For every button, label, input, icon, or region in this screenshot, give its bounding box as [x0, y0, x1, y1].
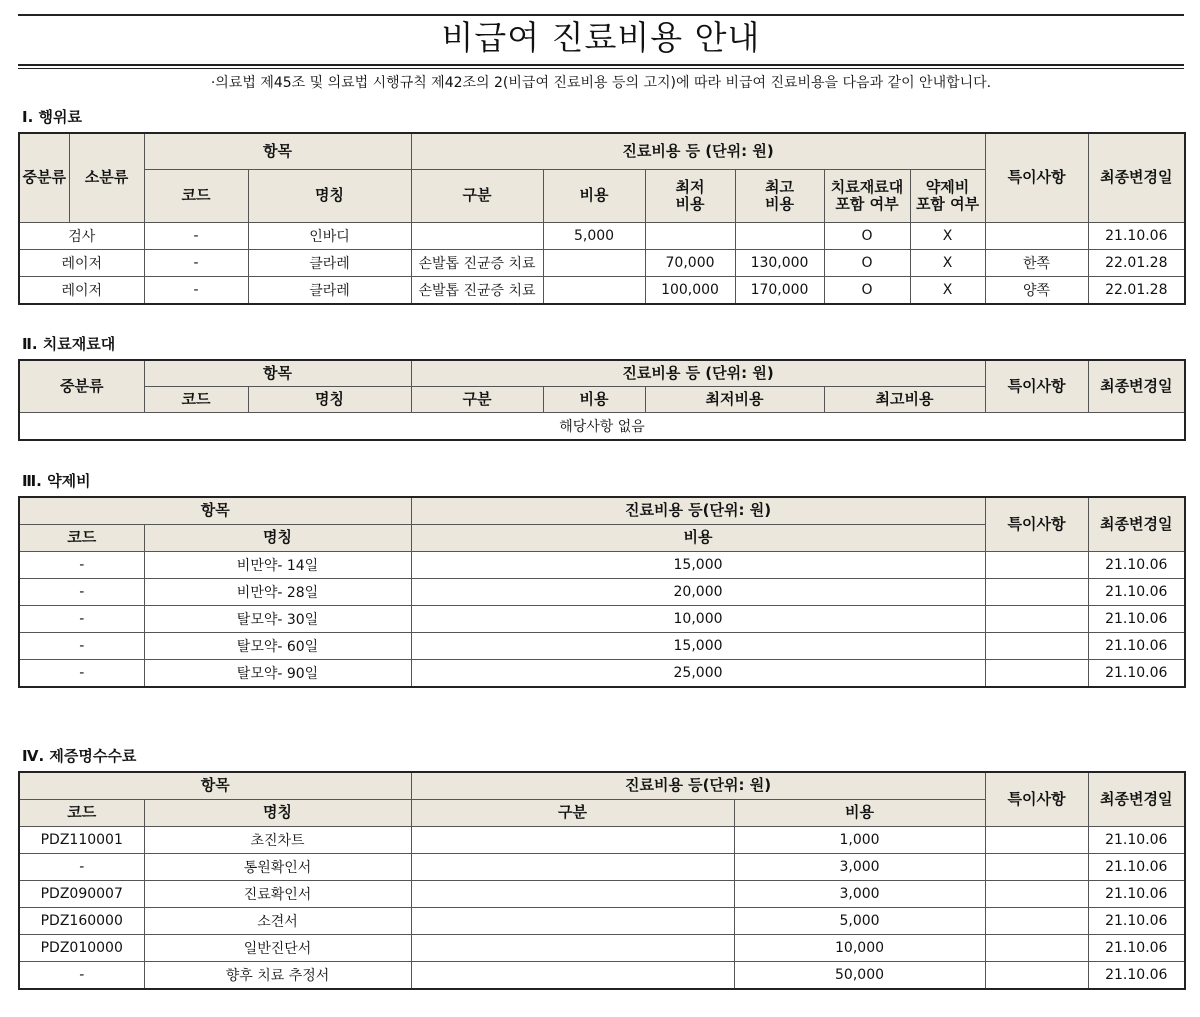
col-name: 명칭	[144, 799, 411, 826]
cell-code: PDZ010000	[19, 934, 144, 961]
cell-cost: 3,000	[734, 853, 985, 880]
cell-cost: 5,000	[543, 222, 645, 249]
col-max-cost: 최고비용	[824, 386, 985, 412]
col-material-included	[824, 169, 910, 222]
cell-code: PDZ090007	[19, 880, 144, 907]
cell-cost: 10,000	[734, 934, 985, 961]
cell-code: PDZ160000	[19, 907, 144, 934]
cell-code: -	[19, 605, 144, 632]
col-drug-line1: 약제비	[925, 177, 970, 196]
col-group-cost: 진료비용 등 (단위: 원)	[411, 360, 985, 386]
col-code: 코드	[144, 386, 248, 412]
cell-name: 비만약- 28일	[144, 578, 411, 605]
certificate-fees-table	[18, 771, 1186, 990]
table-row	[19, 880, 1185, 907]
cell-max-cost	[735, 222, 824, 249]
col-last-modified: 최종변경일	[1088, 133, 1185, 222]
cell-material: O	[824, 276, 910, 304]
cell-note	[985, 961, 1088, 989]
cell-division	[411, 853, 734, 880]
table-row	[19, 578, 1185, 605]
cell-max-cost: 130,000	[735, 249, 824, 276]
cell-max-cost: 170,000	[735, 276, 824, 304]
cell-division	[411, 880, 734, 907]
cell-min-cost	[645, 222, 735, 249]
col-group-item: 항목	[144, 360, 411, 386]
cell-date: 21.10.06	[1088, 961, 1185, 989]
cell-code: -	[144, 276, 248, 304]
col-name: 명칭	[144, 524, 411, 551]
col-max-cost-line1: 최고	[765, 177, 794, 196]
cell-material: O	[824, 249, 910, 276]
section-title-materials: Ⅱ. 치료재료대	[22, 335, 116, 353]
table-row	[19, 961, 1185, 989]
cell-cost: 25,000	[411, 659, 985, 687]
cell-name: 클라레	[248, 249, 411, 276]
cell-note	[985, 880, 1088, 907]
cell-drug: X	[910, 276, 985, 304]
cell-cost	[543, 276, 645, 304]
col-division: 구분	[411, 386, 543, 412]
cell-name: 소견서	[144, 907, 411, 934]
cell-cost: 50,000	[734, 961, 985, 989]
col-mid-category: 중분류	[19, 133, 69, 222]
section-title-certificate-fees: Ⅳ. 제증명수수료	[22, 747, 137, 765]
cell-date: 21.10.06	[1088, 826, 1185, 853]
cell-cost: 1,000	[734, 826, 985, 853]
col-code: 코드	[19, 524, 144, 551]
col-material-line2: 포함 여부	[835, 194, 899, 213]
cell-category: 레이저	[19, 249, 144, 276]
cell-note	[985, 578, 1088, 605]
cell-min-cost: 100,000	[645, 276, 735, 304]
col-cost: 비용	[411, 524, 985, 551]
col-division: 구분	[411, 799, 734, 826]
col-min-cost: 최저비용	[645, 386, 824, 412]
cell-note	[985, 907, 1088, 934]
section-title-drug-fees: Ⅲ. 약제비	[22, 472, 91, 490]
col-last-modified: 최종변경일	[1088, 497, 1185, 551]
table-row	[19, 907, 1185, 934]
table-row	[19, 659, 1185, 687]
col-group-item: 항목	[19, 772, 411, 799]
col-note: 특이사항	[985, 772, 1088, 826]
cell-cost	[543, 249, 645, 276]
cell-note: 양쪽	[985, 276, 1088, 304]
col-note: 특이사항	[985, 497, 1088, 551]
table-row	[19, 249, 1185, 276]
cell-division	[411, 826, 734, 853]
col-name: 명칭	[248, 169, 411, 222]
table-row	[19, 222, 1185, 249]
cell-name: 탈모약- 90일	[144, 659, 411, 687]
cell-name: 비만약- 14일	[144, 551, 411, 578]
col-note: 특이사항	[985, 360, 1088, 412]
cell-date: 21.10.06	[1088, 880, 1185, 907]
col-sub-category: 소분류	[69, 133, 144, 222]
cell-note	[985, 551, 1088, 578]
col-mid-category: 중분류	[19, 360, 144, 412]
cell-note	[985, 826, 1088, 853]
table-row	[19, 412, 1185, 440]
table-row	[19, 276, 1185, 304]
table-row	[19, 605, 1185, 632]
cell-code: -	[19, 659, 144, 687]
cell-note	[985, 605, 1088, 632]
cell-date: 22.01.28	[1088, 276, 1185, 304]
col-note: 특이사항	[985, 133, 1088, 222]
col-cost: 비용	[543, 386, 645, 412]
cell-cost: 20,000	[411, 578, 985, 605]
cell-category: 검사	[19, 222, 144, 249]
cell-code: -	[144, 249, 248, 276]
col-min-cost-line2: 비용	[675, 194, 705, 213]
cell-date: 21.10.06	[1088, 659, 1185, 687]
cell-date: 21.10.06	[1088, 605, 1185, 632]
cell-note: 한쪽	[985, 249, 1088, 276]
cell-cost: 15,000	[411, 551, 985, 578]
table-row	[19, 934, 1185, 961]
cell-date: 21.10.06	[1088, 853, 1185, 880]
cell-code: -	[19, 961, 144, 989]
col-name: 명칭	[248, 386, 411, 412]
cell-division	[411, 961, 734, 989]
col-code: 코드	[144, 169, 248, 222]
col-min-cost-line1: 최저	[675, 177, 705, 196]
empty-message: 해당사항 없음	[19, 412, 1185, 440]
col-group-cost: 진료비용 등(단위: 원)	[411, 497, 985, 524]
col-material-line1: 치료재료대	[830, 177, 904, 196]
cell-name: 탈모약- 30일	[144, 605, 411, 632]
cell-code: -	[19, 551, 144, 578]
cell-note	[985, 632, 1088, 659]
col-max-cost-line2: 비용	[765, 194, 794, 213]
cell-division	[411, 934, 734, 961]
col-division: 구분	[411, 169, 543, 222]
col-group-item: 항목	[19, 497, 411, 524]
col-max-cost	[735, 169, 824, 222]
col-last-modified: 최종변경일	[1088, 772, 1185, 826]
cell-min-cost: 70,000	[645, 249, 735, 276]
cell-drug: X	[910, 222, 985, 249]
cell-cost: 10,000	[411, 605, 985, 632]
cell-name: 클라레	[248, 276, 411, 304]
cell-division: 손발톱 진균증 치료	[411, 249, 543, 276]
table-row	[19, 826, 1185, 853]
cell-name: 탈모약- 60일	[144, 632, 411, 659]
cell-date: 21.10.06	[1088, 934, 1185, 961]
page-title: 비급여 진료비용 안내	[441, 18, 761, 57]
legal-notice: ·의료법 제45조 및 의료법 시행규칙 제42조의 2(비급여 진료비용 등의 고지)에 따라 비급여 진료비용을 다음과 같이 안내합니다.	[210, 75, 992, 91]
cell-division: 손발톱 진균증 치료	[411, 276, 543, 304]
cell-code: -	[144, 222, 248, 249]
table-row	[19, 551, 1185, 578]
cell-note	[985, 659, 1088, 687]
cell-category: 레이저	[19, 276, 144, 304]
cell-note	[985, 853, 1088, 880]
cell-date: 21.10.06	[1088, 222, 1185, 249]
cell-name: 인바디	[248, 222, 411, 249]
cell-cost: 5,000	[734, 907, 985, 934]
section-title-procedure-fees: Ⅰ. 행위료	[22, 108, 82, 126]
col-drug-included	[910, 169, 985, 222]
cell-cost: 15,000	[411, 632, 985, 659]
cell-name: 향후 치료 추정서	[144, 961, 411, 989]
cell-name: 통원확인서	[144, 853, 411, 880]
col-group-cost: 진료비용 등(단위: 원)	[411, 772, 985, 799]
col-drug-line2: 포함 여부	[915, 194, 980, 213]
cell-name: 초진차트	[144, 826, 411, 853]
col-group-item: 항목	[144, 133, 411, 169]
col-last-modified: 최종변경일	[1088, 360, 1185, 412]
cell-date: 21.10.06	[1088, 632, 1185, 659]
cell-division	[411, 222, 543, 249]
cell-drug: X	[910, 249, 985, 276]
cell-code: -	[19, 853, 144, 880]
materials-table	[18, 359, 1186, 441]
cell-cost: 3,000	[734, 880, 985, 907]
procedure-fees-table	[18, 132, 1186, 305]
cell-name: 일반진단서	[144, 934, 411, 961]
col-group-cost: 진료비용 등 (단위: 원)	[411, 133, 985, 169]
cell-code: -	[19, 632, 144, 659]
col-code: 코드	[19, 799, 144, 826]
header	[18, 14, 1184, 93]
col-min-cost	[645, 169, 735, 222]
cell-date: 21.10.06	[1088, 578, 1185, 605]
cell-date: 22.01.28	[1088, 249, 1185, 276]
col-cost: 비용	[734, 799, 985, 826]
cell-name: 진료확인서	[144, 880, 411, 907]
table-row	[19, 632, 1185, 659]
cell-code: PDZ110001	[19, 826, 144, 853]
cell-note	[985, 934, 1088, 961]
cell-code: -	[19, 578, 144, 605]
cell-date: 21.10.06	[1088, 907, 1185, 934]
cell-material: O	[824, 222, 910, 249]
cell-date: 21.10.06	[1088, 551, 1185, 578]
cell-division	[411, 907, 734, 934]
title-divider	[18, 64, 1184, 69]
cell-note	[985, 222, 1088, 249]
col-cost: 비용	[543, 169, 645, 222]
table-row	[19, 853, 1185, 880]
drug-fees-table	[18, 496, 1186, 688]
